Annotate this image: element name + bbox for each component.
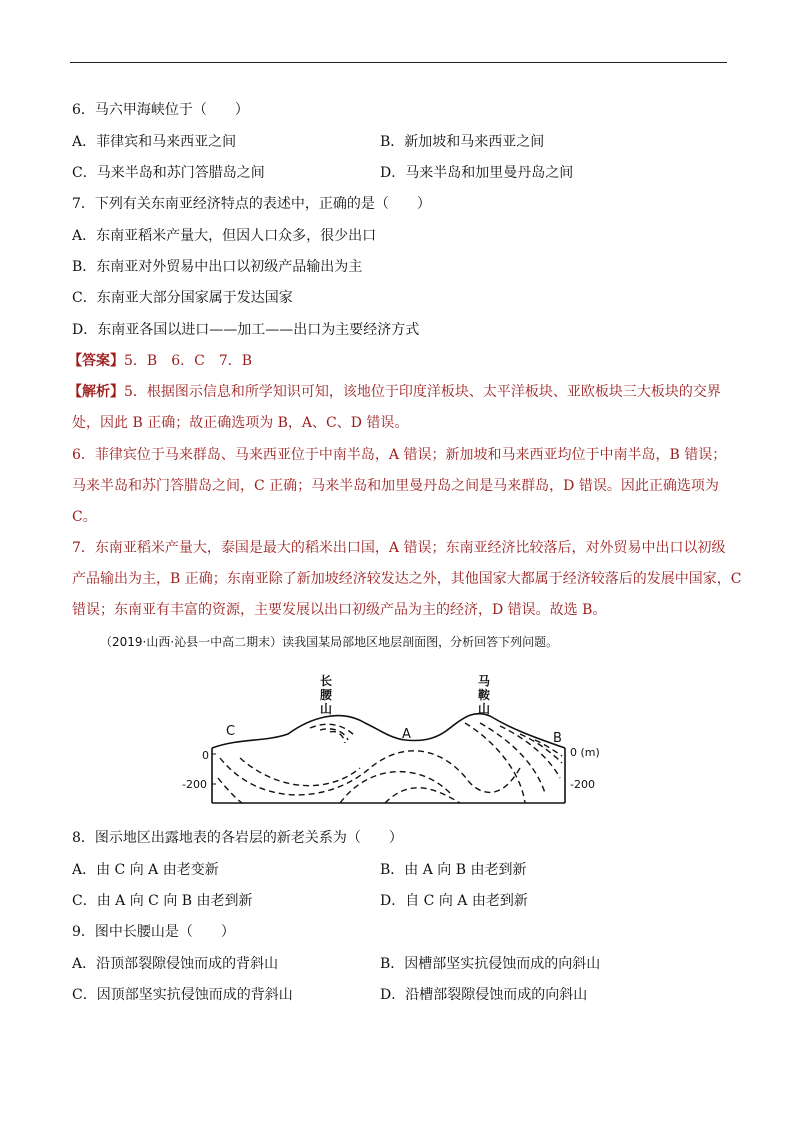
answer-tag: 【答案】 (68, 353, 124, 369)
q6-option-c: C．马来半岛和苏门答腊岛之间 (72, 165, 265, 181)
q7-option-d: D．东南亚各国以进口——加工——出口为主要经济方式 (72, 322, 420, 338)
q6-option-b: B．新加坡和马来西亚之间 (380, 134, 545, 150)
analysis-line-1 (68, 383, 721, 401)
q9-stem: 9．图中长腰山是（ ） (72, 924, 235, 940)
analysis-line-7: 产品输出为主，B 正确；东南亚除了新加坡经济较发达之外，其他国家大都属于经济较落后的发展中国家，C (72, 571, 742, 587)
q6-option-d: D．马来半岛和加里曼丹岛之间 (380, 165, 574, 181)
q7-option-b: B．东南亚对外贸易中出口以初级产品输出为主 (72, 259, 363, 275)
answer-line (68, 352, 252, 370)
surface-profile (212, 714, 565, 748)
q8-option-a: A．由 C 向 A 由老变新 (72, 862, 219, 878)
stratum-right-2 (480, 723, 545, 793)
mountain2-char-1: 马 (478, 674, 491, 688)
stratum-right-1 (465, 723, 525, 803)
header-rule (70, 62, 727, 63)
mountain2-char-3: 山 (478, 702, 491, 716)
analysis-text-1: 5．根据图示信息和所学知识可知，该地位于印度洋板块、太平洋板块、亚欧板块三大板块的交界 (124, 384, 721, 400)
analysis-line-5: C。 (72, 509, 97, 525)
q8-option-b: B．由 A 向 B 由老到新 (380, 862, 527, 878)
stratum-syncline-inner (240, 758, 360, 786)
q8-option-d: D．自 C 向 A 由老到新 (380, 893, 528, 909)
right-zero-label: 0 (m) (570, 746, 600, 759)
analysis-line-8: 错误；东南亚有丰富的资源，主要发展以出口初级产品为主的经济，D 错误。故选 B。 (72, 602, 607, 618)
analysis-line-4: 马来半岛和苏门答腊岛之间，C 正确；马来半岛和加里曼丹岛之间是马来群岛，D 错误。因此正确选项为 (72, 478, 719, 494)
right-minus-label: -200 (570, 778, 595, 791)
q7-option-c: C．东南亚大部分国家属于发达国家 (72, 290, 293, 306)
stratum-anticline-2 (320, 729, 348, 740)
stratum-mid-arch (340, 772, 450, 803)
left-zero-label: 0 (202, 749, 209, 762)
analysis-tag: 【解析】 (68, 384, 124, 400)
analysis-line-3: 6．菲律宾位于马来群岛、马来西亚位于中南半岛，A 错误；新加坡和马来西亚均位于中南半岛，B 错误； (72, 447, 727, 463)
q9-option-d: D．沿槽部裂隙侵蚀而成的向斜山 (380, 987, 588, 1003)
stratum-center-deep (385, 788, 460, 803)
q9-option-c: C．因顶部坚实抗侵蚀而成的背斜山 (72, 987, 293, 1003)
mountain2-char-2: 鞍 (478, 688, 491, 702)
q8-stem: 8．图示地区出露地表的各岩层的新老关系为（ ） (72, 830, 403, 846)
stratum-anticline-1 (310, 724, 355, 736)
stratum-left-deep (218, 778, 242, 803)
mountain1-char-3: 山 (320, 702, 333, 716)
label-c: C (226, 724, 236, 739)
label-b: B (553, 731, 562, 746)
left-minus-label: -200 (182, 778, 207, 791)
q9-option-a: A．沿顶部裂隙侵蚀而成的背斜山 (72, 956, 279, 972)
q7-option-a: A．东南亚稻米产量大，但因人口众多，很少出口 (72, 228, 377, 244)
q6-option-a: A．菲律宾和马来西亚之间 (72, 134, 237, 150)
stratum-right-3 (500, 726, 560, 778)
mountain1-char-1: 长 (320, 674, 333, 688)
analysis-line-2: 处，因此 B 正确；故正确选项为 B，A、C、D 错误。 (72, 415, 409, 431)
q9-option-b: B．因槽部坚实抗侵蚀而成的向斜山 (380, 956, 601, 972)
answer-text: 5．B 6．C 7．B (124, 353, 253, 369)
mountain1-char-2: 腰 (320, 688, 333, 702)
q8-option-c: C．由 A 向 C 向 B 由老到新 (72, 893, 253, 909)
q6-stem: 6．马六甲海峡位于（ ） (72, 102, 249, 118)
geologic-cross-section (170, 668, 630, 808)
q7-stem: 7．下列有关东南亚经济特点的表述中，正确的是（ ） (72, 196, 431, 212)
analysis-line-6: 7．东南亚稻米产量大，泰国是最大的稻米出口国，A 错误；东南亚经济比较落后，对外贸易中出口以初级 (72, 540, 726, 556)
label-a: A (402, 727, 411, 742)
source-note: （2019·山西·沁县一中高二期末）读我国某局部地区地层剖面图，分析回答下列问题。 (100, 635, 559, 649)
stratum-syncline-outer (220, 751, 520, 795)
